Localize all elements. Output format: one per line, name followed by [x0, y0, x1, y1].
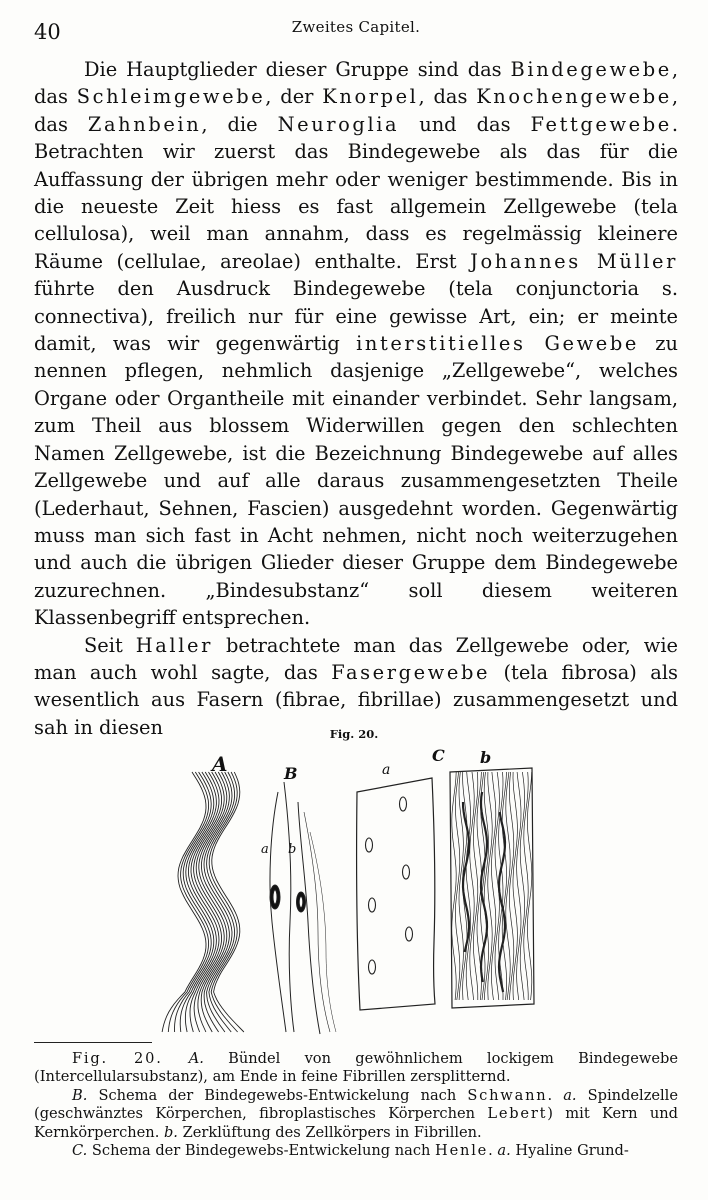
- spaced-name: Johannes Müller: [470, 249, 678, 273]
- panel-b-spindle-cells: [270, 782, 336, 1034]
- spaced-term: interstitielles Gewebe: [356, 332, 639, 356]
- footnote-divider: [34, 1042, 152, 1043]
- figure-illustration: [150, 742, 550, 1042]
- footnote-fig-b: B. Schema der Bindegewebs-Entwickelung nach Schwann. a. Spindelzelle (geschwänztes Körperchen, fibroplastisches Körperchen Lebert) mit Kern und Kernkörperchen. b. Zerklüftung des Zellkörpers in Fibrillen.: [34, 1086, 678, 1141]
- spaced-term: Fasergewebe: [331, 660, 491, 684]
- footnote-fig-c: C. Schema der Bindegewebs-Entwickelung nach Henle. a. Hyaline Grund-: [72, 1142, 629, 1160]
- page-number: 40: [34, 20, 61, 44]
- spaced-term: Knochengewebe: [476, 85, 672, 109]
- page-header: [34, 14, 678, 44]
- panel-c-hyaline-ground: [357, 778, 435, 1010]
- figure-svg: [150, 742, 550, 1042]
- label-a: A: [212, 752, 228, 776]
- spaced-term: Bindegewebe: [510, 58, 672, 81]
- running-title: Zweites Capitel.: [291, 18, 421, 36]
- paragraph-2: Seit Haller betrachtete man das Zellgewebe oder, wie man auch wohl sagte, das Fasergewebe (tela fibrosa) als wesentlich aus Fasern (fibrae, fibrillae) zusammengesetzt und sah in diesen: [34, 633, 678, 739]
- body-text: [34, 56, 678, 741]
- label-c-b: b: [480, 748, 492, 767]
- spaced-name: Haller: [135, 633, 213, 657]
- footnote-fig-a: Fig. 20. A. Bündel von gewöhnlichem lockigem Bindegewebe (Intercellularsubstanz), am Ende in feine Fibrillen zersplitternd.: [34, 1050, 678, 1086]
- panel-c-fibrillated-tissue: [450, 768, 534, 1008]
- label-c: C: [432, 746, 445, 765]
- spaced-term: Neuroglia: [277, 112, 400, 136]
- panel-a-fibre-bundle: [162, 772, 244, 1032]
- spaced-term: Knorpel: [322, 85, 419, 109]
- spaced-term: Fettgewebe: [530, 112, 672, 136]
- label-c-a: a: [382, 762, 391, 778]
- spaced-term: Zahnbein: [87, 112, 202, 136]
- paragraph-1: Die Hauptglieder dieser Gruppe sind das Bindegewebe, das Schleimgewebe, der Knorpel, das Knochengewebe, das Zahnbein, die Neuroglia und das Fettgewebe. Betrachten wir zuerst das Bindegewebe als das für die Auffassung der übrigen mehr oder weniger bestimmende. Bis in die neueste Zeit hiess es fast allgemein Zellgewebe (tela cellulosa), weil man annahm, dass es regelmässig kleinere Räume (cellulae, areolae) enthalte. Erst Johannes Müller führte den Ausdruck Bindegewebe (tela conjunctoria s. connectiva), freilich nur für eine gewisse Art, ein; er meinte damit, was wir gegenwärtig interstitielles Gewebe zu nennen pflegen, nehmlich dasjenige „Zellgewebe“, welches Organe oder Organtheile mit einander verbindet. Sehr langsam, zum Theil aus blossem Widerwillen gegen den schlechten Namen Zellgewebe, ist die Bezeichnung Bindegewebe auf alles Zellgewebe und auf alle daraus zusammengesetzten Theile (Lederhaut, Sehnen, Fascien) ausgedehnt worden. Gegenwärtig muss man sich fast in Acht nehmen, nicht noch weiterzugehen und auch die übrigen Glieder dieser Gruppe dem Bindegewebe zuzurechnen. „Bindesubstanz“ soll diesem weiteren Klassenbegriff entsprechen.: [34, 58, 679, 630]
- label-b-a: a: [261, 842, 269, 857]
- label-b: B: [284, 764, 298, 783]
- label-b-b: b: [288, 842, 297, 857]
- spaced-term: Schleimgewebe: [76, 85, 266, 109]
- figure-caption: Fig. 20.: [329, 727, 379, 741]
- footnotes: [34, 1050, 678, 1160]
